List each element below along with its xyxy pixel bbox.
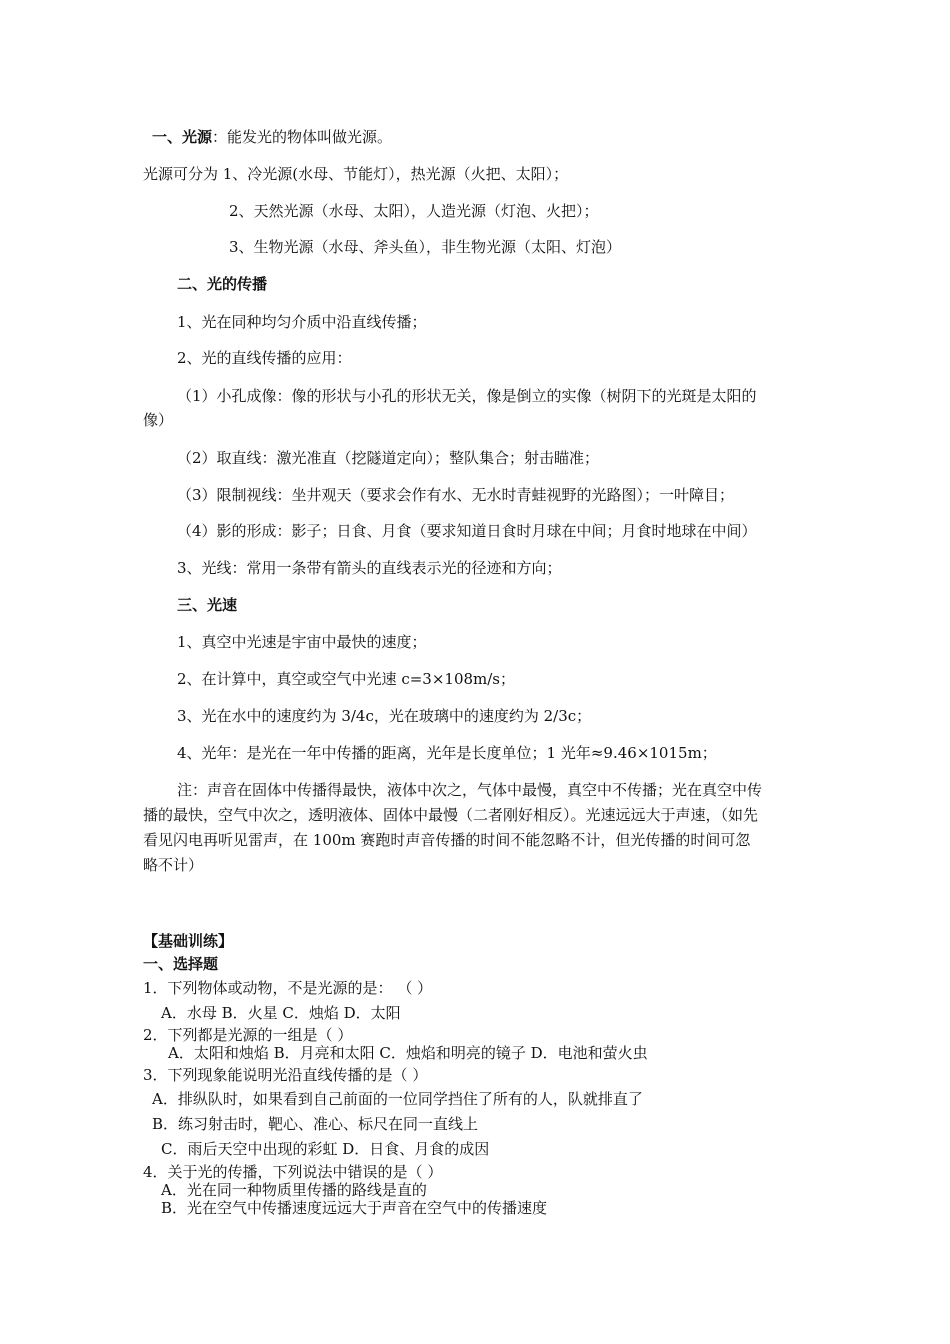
application-3: （3）限制视线：坐井观天（要求会作有水、无水时青蛙视野的光路图）；一叶障目； (177, 486, 735, 504)
question-1-options: A．水母 B．火星 C．烛焰 D．太阳 (161, 1004, 401, 1022)
question-3: 3．下列现象能说明光沿直线传播的是（ ） (143, 1066, 428, 1084)
question-3-options-cd: C．雨后天空中出现的彩虹 D．日食、月食的成因 (161, 1140, 490, 1158)
note-line-1: 注：声音在固体中传播得最快，液体中次之，气体中最慢，真空中不传播；光在真空中传 (177, 781, 763, 799)
question-3-option-a: A．排纵队时，如果看到自己前面的一位同学挡住了所有的人，队就排直了 (152, 1090, 643, 1108)
section3-heading: 三、光速 (177, 596, 238, 614)
section1-line (152, 127, 392, 147)
application-1-line2: 像） (143, 411, 174, 429)
section1-heading: 一、光源 (152, 128, 213, 146)
question-4: 4．关于光的传播，下列说法中错误的是（ ） (143, 1163, 443, 1181)
question-2-options: A．太阳和烛焰 B．月亮和太阳 C．烛焰和明亮的镜子 D．电池和萤火虫 (168, 1044, 648, 1062)
note-line-4: 略不计） (143, 856, 204, 874)
application-2: （2）取直线：激光准直（挖隧道定向）；整队集合；射击瞄准； (177, 449, 600, 467)
note-line-3: 看见闪电再听见雷声，在 100m 赛跑时声音传播的时间不能忽略不计，但光传播的时间可忽 (143, 831, 751, 849)
application-4: （4）影的形成：影子；日食、月食（要求知道日食时月球在中间；月食时地球在中间） (177, 522, 757, 540)
section2-heading: 二、光的传播 (177, 275, 268, 293)
exercises-heading: 【基础训练】 (143, 932, 234, 950)
application-1-line1: （1）小孔成像：像的形状与小孔的形状无关，像是倒立的实像（树阴下的光斑是太阳的 (177, 387, 757, 405)
light-source-classification-2: 2、天然光源（水母、太阳），人造光源（灯泡、火把）； (229, 202, 599, 220)
propagation-point-1: 1、光在同种均匀介质中沿直线传播； (177, 313, 427, 331)
section1-definition: ：能发光的物体叫做光源。 (212, 128, 393, 146)
question-1: 1．下列物体或动物，不是光源的是： （ ） (143, 979, 433, 997)
speed-point-3: 3、光在水中的速度约为 3/4c，光在玻璃中的速度约为 2/3c； (177, 707, 592, 725)
note-line-2: 播的最快，空气中次之，透明液体、固体中最慢（二者刚好相反）。光速远远大于声速，（如先 (143, 806, 759, 824)
speed-point-4: 4、光年：是光在一年中传播的距离，光年是长度单位；1 光年≈9.46×1015m； (177, 744, 717, 762)
speed-point-2: 2、在计算中，真空或空气中光速 c=3×108m/s； (177, 670, 515, 688)
question-2: 2．下列都是光源的一组是（ ） (143, 1026, 353, 1044)
propagation-point-2: 2、光的直线传播的应用： (177, 349, 352, 367)
propagation-point-3: 3、光线：常用一条带有箭头的直线表示光的径迹和方向； (177, 559, 562, 577)
exercises-subheading: 一、选择题 (143, 955, 219, 973)
question-3-option-b: B．练习射击时，靶心、准心、标尺在同一直线上 (152, 1115, 479, 1133)
speed-point-1: 1、真空中光速是宇宙中最快的速度； (177, 633, 427, 651)
light-source-classification-1: 光源可分为 1、冷光源(水母、节能灯），热光源（火把、太阳）； (143, 165, 569, 183)
light-source-classification-3: 3、生物光源（水母、斧头鱼），非生物光源（太阳、灯泡） (229, 238, 622, 256)
question-4-option-a: A．光在同一种物质里传播的路线是直的 (161, 1181, 427, 1199)
question-4-option-b: B．光在空气中传播速度远远大于声音在空气中的传播速度 (161, 1199, 548, 1217)
